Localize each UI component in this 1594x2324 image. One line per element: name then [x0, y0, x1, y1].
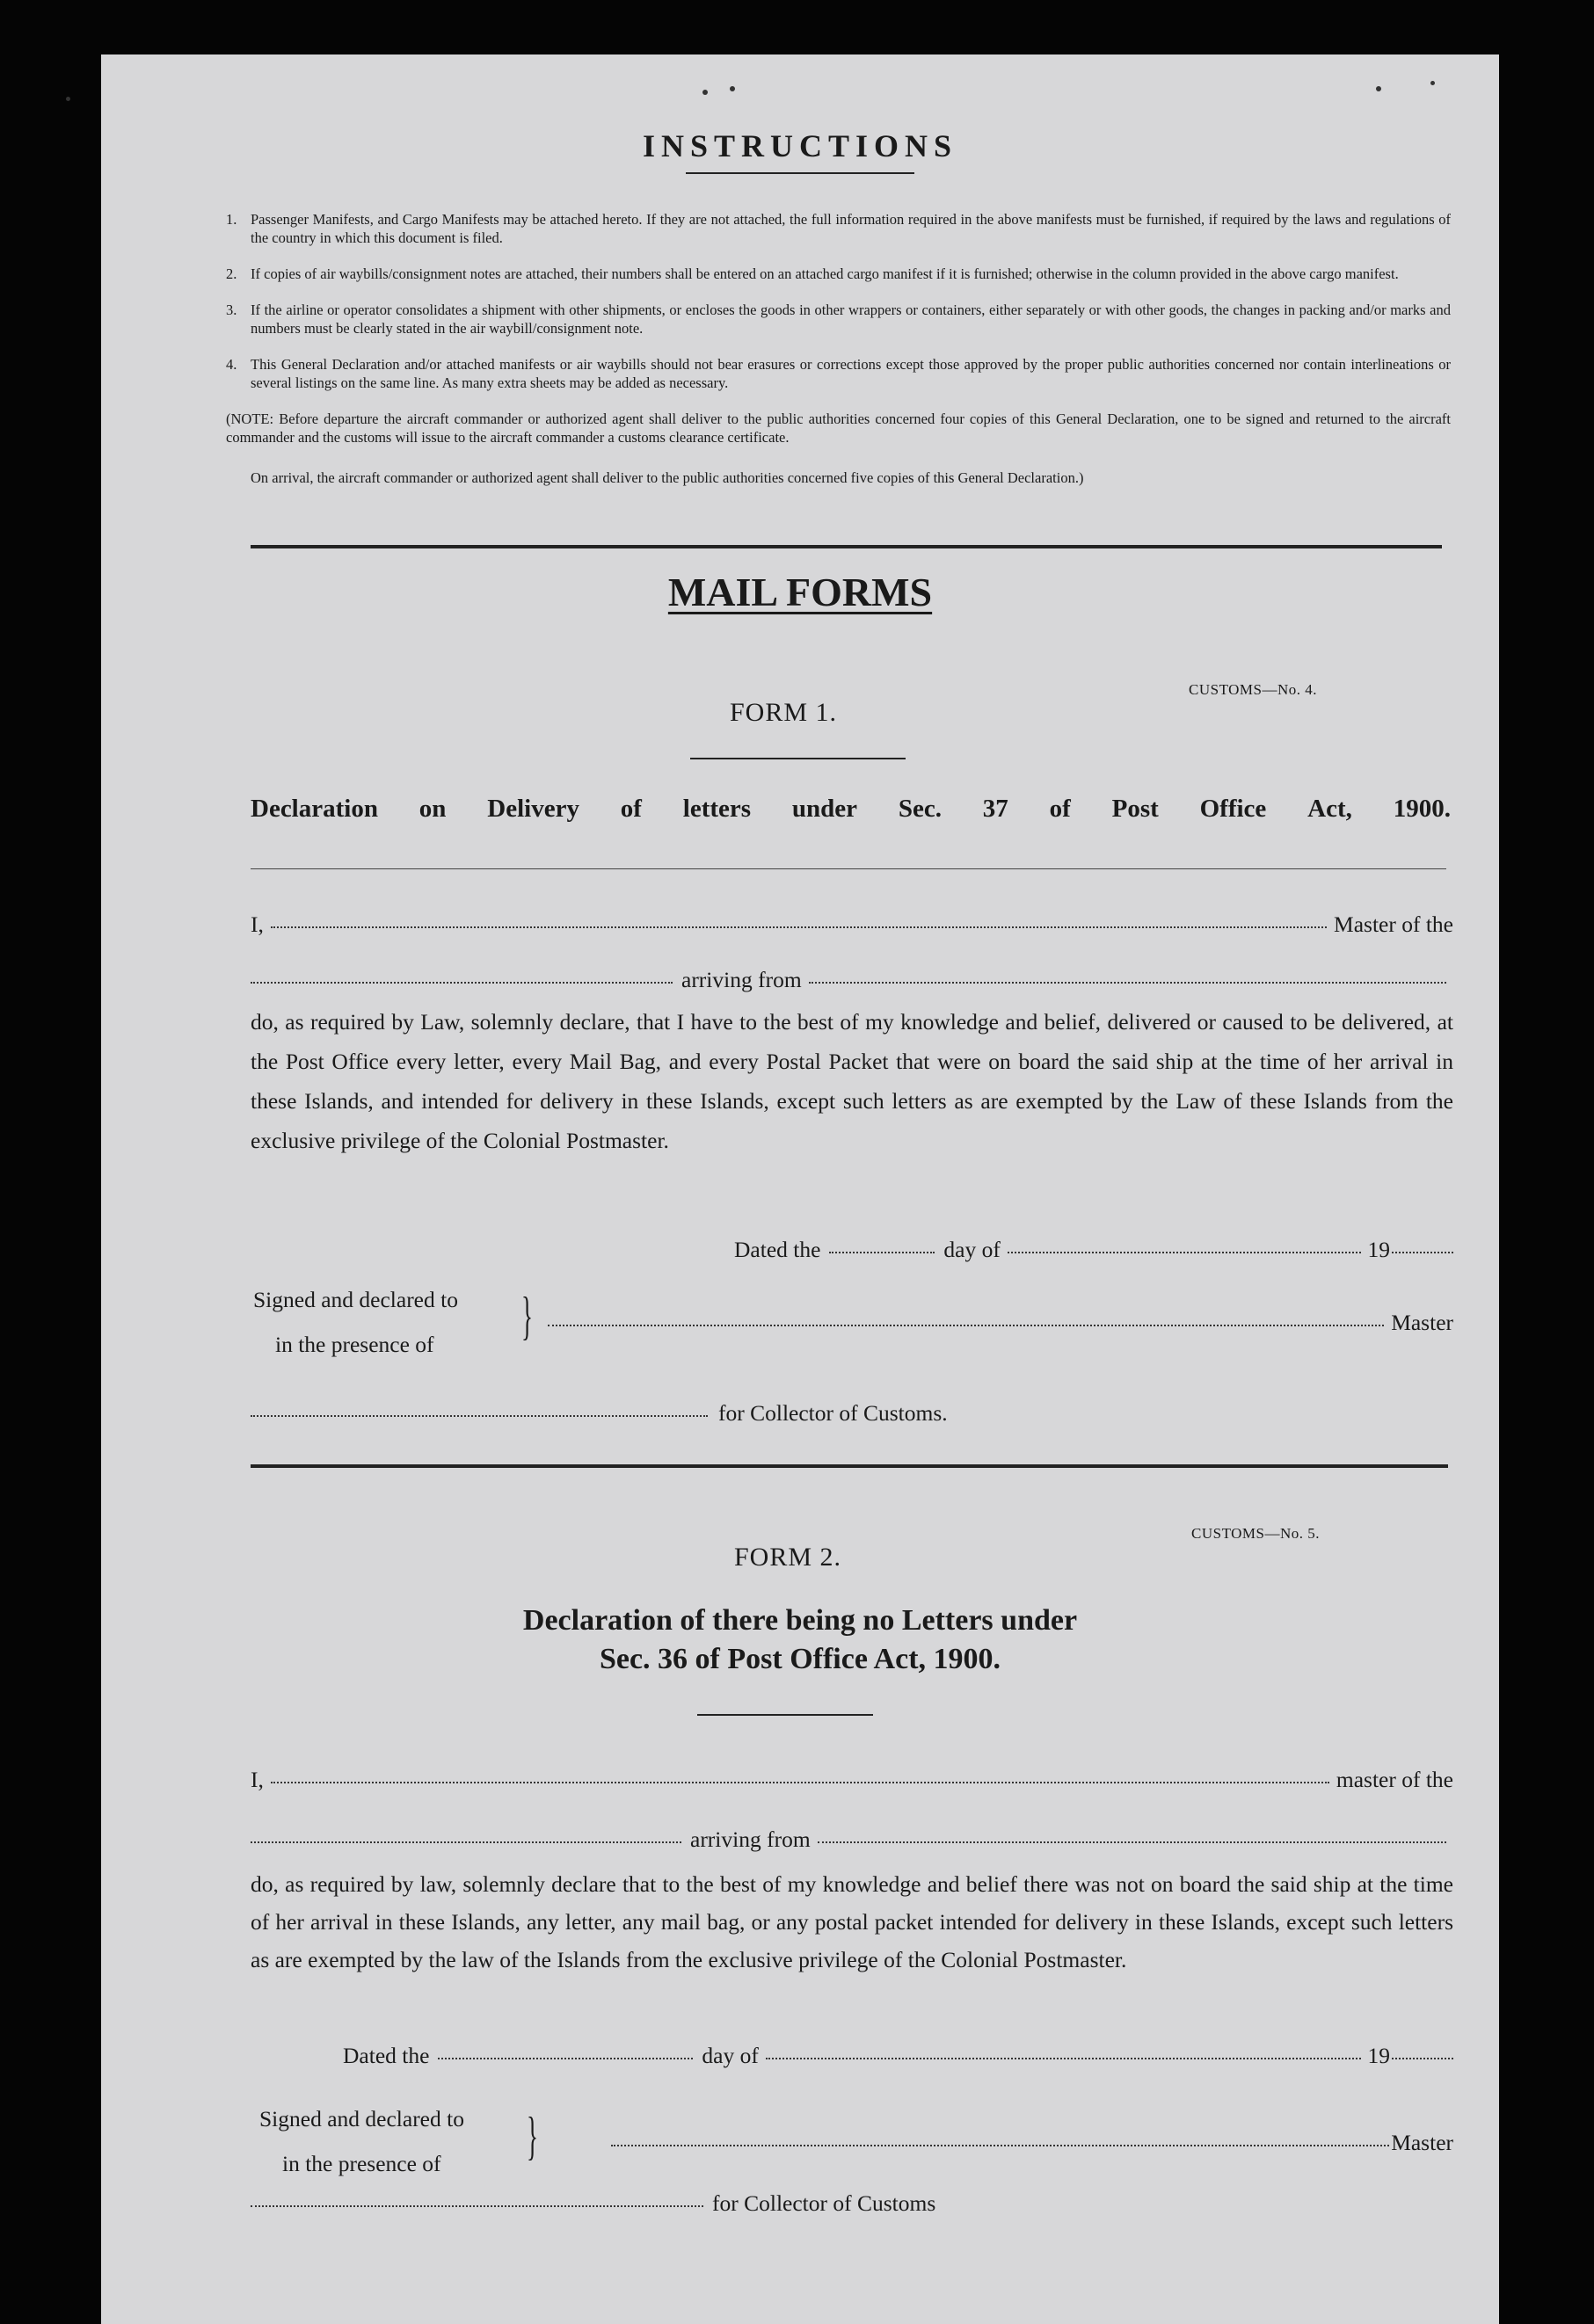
- form2-ship-field[interactable]: [251, 1841, 681, 1843]
- form1-line1-end: Master of the: [1334, 911, 1453, 937]
- form2-signed-line1: Signed and declared to: [259, 2106, 464, 2132]
- form1-heading-rule: [251, 868, 1446, 869]
- form1-heading-word: 37: [982, 795, 1008, 823]
- instruction-number: 2.: [226, 265, 237, 282]
- form1-heading-word: 1900.: [1393, 795, 1451, 823]
- form1-master-sign-line: [541, 1310, 1453, 1336]
- form2-arriving-label: arriving from: [690, 1827, 811, 1852]
- form2-master-line: [251, 1767, 1453, 1793]
- speck: [702, 90, 708, 95]
- note-text-arrival: On arrival, the aircraft commander or authorized agent shall deliver to the public authorities concerned five copies of this General Declaration.): [251, 469, 1084, 486]
- instruction-text: Passenger Manifests, and Cargo Manifests may be attached hereto. If they are not attached, the full information required in the above manifests must be furnished, if required by the laws and regulations of the country in which this document is filed.: [251, 211, 1451, 246]
- form1-body: do, as required by Law, solemnly declare, that I have to the best of my knowledge and belief, delivered or caused to be delivered, at the Post Office every letter, every Mail Bag, and every Postal Packet that were on board the said ship at the time of her arrival in these Islands, and intended for delivery in these Islands, except such letters as are exempted by the Law of these Islands from the exclusive privilege of the Colonial Postmaster.: [251, 1009, 1453, 1153]
- form2-line1-end: master of the: [1336, 1767, 1453, 1792]
- form1-heading-word: Act,: [1307, 795, 1352, 823]
- form2-collector-signature-field[interactable]: [251, 2204, 703, 2207]
- form2-line1-start: I,: [251, 1767, 264, 1792]
- form1-heading-word: of: [1049, 795, 1071, 823]
- instruction-item-2: [226, 265, 1451, 284]
- form1-origin-field[interactable]: [809, 981, 1446, 984]
- form2-date-line: [343, 2043, 1453, 2069]
- instruction-text: If copies of air waybills/consignment notes are attached, their numbers shall be entered on an attached cargo manifest if it is furnished; otherwise in the column provided in the above cargo manifest.: [251, 265, 1399, 282]
- form2-heading: [101, 1601, 1499, 1679]
- form2-year-field[interactable]: [1392, 2057, 1453, 2059]
- form2-dated-label: Dated the: [343, 2043, 430, 2068]
- form2-master-sign-line: [611, 2130, 1453, 2156]
- form1-day-field[interactable]: [829, 1251, 935, 1253]
- form1-master-label: Master: [1391, 1310, 1453, 1335]
- form1-heading: [251, 795, 1451, 824]
- note-text: Before departure the aircraft commander or authorized agent shall deliver to the public authorities concerned four copies of this General Declaration, one to be signed and returned to the aircraft commander and the customs will issue to the aircraft commander a customs clearance certificate.: [226, 410, 1451, 446]
- form1-collector-signature-field[interactable]: [251, 1414, 708, 1417]
- instructions-underline: [686, 172, 914, 174]
- form2-name-field[interactable]: [271, 1781, 1329, 1783]
- forms-divider: [251, 1464, 1448, 1468]
- form2-heading-line2: Sec. 36 of Post Office Act, 1900.: [599, 1643, 1001, 1675]
- form2-label: FORM 2.: [734, 1543, 842, 1572]
- speck: [1430, 81, 1435, 85]
- form1-heading-word: of: [620, 795, 642, 823]
- form2-month-field[interactable]: [766, 2057, 1361, 2059]
- form2-origin-field[interactable]: [818, 1841, 1446, 1843]
- form1-ship-field[interactable]: [251, 981, 673, 984]
- speck: [730, 86, 735, 91]
- form1-month-field[interactable]: [1008, 1251, 1361, 1253]
- form2-day-of-label: day of: [702, 2043, 759, 2068]
- instruction-text: If the airline or operator consolidates a shipment with other shipments, or encloses the goods in other wrappers or containers, either separately or with other goods, the changes in packing and/or marks and numbers must be clearly stated in the air waybill/consignment note.: [251, 301, 1451, 337]
- form1-heading-word: under: [791, 795, 858, 823]
- form2-master-signature-field[interactable]: [611, 2144, 1389, 2146]
- form1-brace: }: [521, 1287, 533, 1345]
- instruction-item-4: [226, 356, 1451, 392]
- form1-heading-word: letters: [682, 795, 752, 823]
- form1-heading-word: Delivery: [487, 795, 579, 823]
- form1-heading-word: Sec.: [898, 795, 942, 823]
- instruction-note: [226, 410, 1451, 447]
- form1-heading-word: Post: [1111, 795, 1159, 823]
- form1-signed-line1: Signed and declared to: [253, 1287, 458, 1312]
- form1-customs-ref: CUSTOMS—No. 4.: [1189, 681, 1318, 698]
- note-lead: (NOTE:: [226, 410, 274, 427]
- instruction-number: 1.: [226, 211, 237, 228]
- form1-year-label: 19: [1367, 1237, 1390, 1262]
- section-divider: [251, 545, 1442, 548]
- document-page: [101, 54, 1499, 2324]
- instructions-title: INSTRUCTIONS: [642, 128, 958, 163]
- form2-signed-line2: in the presence of: [282, 2151, 441, 2176]
- form1-heading-word: on: [419, 795, 447, 823]
- form1-label: FORM 1.: [730, 698, 838, 727]
- form2-arriving-line: [251, 1827, 1453, 1853]
- form2-collector-line: [251, 2190, 1453, 2217]
- mail-forms-title: MAIL FORMS: [667, 570, 933, 614]
- form1-dated-label: Dated the: [734, 1237, 821, 1262]
- speck: [1376, 86, 1381, 91]
- form2-heading-line1: Declaration of there being no Letters under: [522, 1604, 1078, 1637]
- form2-heading-rule: [697, 1714, 873, 1716]
- form1-arriving-label: arriving from: [681, 967, 802, 992]
- instruction-note-arrival: [251, 469, 1451, 488]
- form2-year-label: 19: [1367, 2043, 1390, 2068]
- form2-day-field[interactable]: [438, 2057, 693, 2059]
- form1-collector-line: [251, 1400, 1453, 1427]
- form2-collector-label: for Collector of Customs: [712, 2190, 936, 2216]
- form1-heading-word: Declaration: [251, 795, 378, 823]
- form1-master-signature-field[interactable]: [548, 1324, 1384, 1326]
- instruction-number: 4.: [226, 356, 237, 373]
- form1-master-line: [251, 911, 1453, 938]
- form1-collector-label: for Collector of Customs.: [718, 1400, 948, 1426]
- form1-label-rule: [690, 758, 906, 759]
- speck: [66, 97, 70, 101]
- form2-brace: }: [527, 2107, 538, 2165]
- instruction-item-3: [226, 301, 1451, 338]
- form1-heading-word: Office: [1199, 795, 1267, 823]
- instruction-item-1: [226, 211, 1451, 247]
- form2-customs-ref: CUSTOMS—No. 5.: [1191, 1525, 1321, 1542]
- form2-master-label: Master: [1391, 2130, 1453, 2155]
- form1-name-field[interactable]: [271, 926, 1327, 928]
- instruction-number: 3.: [226, 301, 237, 318]
- form1-date-line: [734, 1237, 1453, 1263]
- form1-signed-line2: in the presence of: [275, 1332, 434, 1357]
- form1-line1-start: I,: [251, 911, 264, 937]
- form1-year-field[interactable]: [1392, 1251, 1453, 1253]
- instruction-text: This General Declaration and/or attached manifests or air waybills should not bear erasures or corrections except those approved by the proper public authorities concerned nor contain interlineations or several listings on the same line. As many extra sheets may be added as necessary.: [251, 356, 1451, 391]
- form1-arriving-line: [251, 967, 1453, 993]
- form1-day-of-label: day of: [943, 1237, 1001, 1262]
- form2-body: do, as required by law, solemnly declare that to the best of my knowledge and belief there was not on board the said ship at the time of her arrival in these Islands, any letter, any mail bag, or any postal packet intended for delivery in these Islands, except such letters as are exempted by the law of the Islands from the exclusive privilege of the Colonial Postmaster.: [251, 1871, 1453, 1972]
